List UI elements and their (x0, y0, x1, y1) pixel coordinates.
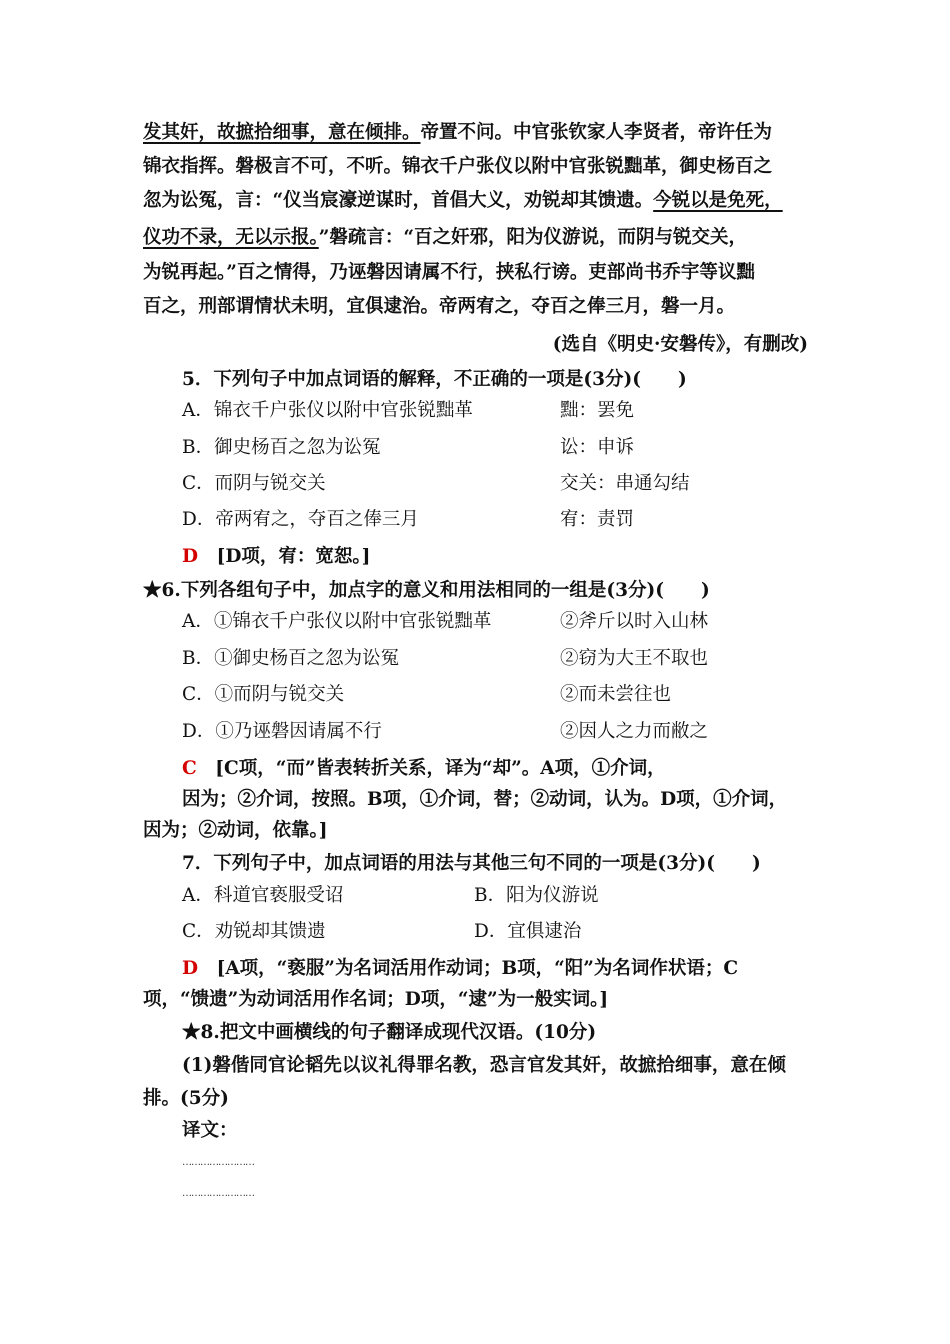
q5-option-d: D．帝两宥之，夺百之俸三月 (182, 509, 419, 530)
passage-line-1 (143, 121, 772, 145)
underlined-sentence: 仪功不录，无以示报。 (143, 227, 319, 248)
passage-text: ”磐疏言：“百之奸邪，阳为仪游说，而阴与锐交关， (318, 227, 748, 248)
q6-stem: ★6.下列各组句子中，加点字的意义和用法相同的一组是(3分)( ) (143, 580, 710, 601)
answer-blank-line-2: …………………… (182, 1188, 254, 1199)
q5-answer: D (182, 546, 199, 567)
underlined-sentence: 发其奸，故摭拾细事，意在倾排。 (143, 122, 421, 143)
passage-line-5: 为锐再起。”百之情得，乃诬磐因请属不行，挟私行谤。吏部尚书乔宇等议黜 (143, 262, 755, 283)
underlined-sentence: 今锐以是免死， (653, 190, 783, 211)
passage-text: 忽为讼冤，言：“仪当宸濠逆谋时，首倡大义，劝锐却其馈遗。 (143, 190, 654, 211)
q7-explanation-2: 项，“馈遗”为动词活用作名词；D项，“逮”为一般实词。] (143, 989, 609, 1010)
q8-stem: ★8.把文中画横线的句子翻译成现代汉语。(10分) (182, 1022, 597, 1043)
q8-sub1-line-2: 排。(5分) (143, 1088, 229, 1109)
q6-option-c-pair: ②而未尝往也 (560, 684, 672, 705)
q8-sub1-line-1: (1)磐偕同官论韬先以议礼得罪名教，恐言官发其奸，故摭拾细事，意在倾 (182, 1055, 786, 1076)
q7-answer-line (182, 957, 738, 981)
passage-line-3 (143, 189, 783, 213)
q6-explanation-2: 因为；②介词，按照。B项，①介词，替；②动词，认为。D项，①介词， (182, 789, 788, 810)
q7-option-b: B．阳为仪游说 (474, 885, 599, 906)
passage-text: 帝置不问。中官张钦家人李贤者，帝许任为 (420, 122, 773, 143)
q5-stem: 5．下列句子中加点词语的解释，不正确的一项是(3分)( ) (182, 369, 687, 390)
q6-answer-line (182, 757, 666, 781)
q5-option-b-gloss: 讼：申诉 (560, 437, 635, 458)
q6-answer: C (182, 758, 197, 779)
q6-option-a: A．①锦衣千户张仪以附中官张锐黜革 (182, 611, 492, 632)
q5-explanation: [D项，宥：宽恕。] (216, 546, 371, 567)
q6-option-b-pair: ②窃为大王不取也 (560, 648, 709, 669)
q5-option-b: B．御史杨百之忽为讼冤 (182, 437, 381, 458)
q8-translation-label: 译文： (182, 1120, 238, 1141)
q5-option-a-gloss: 黜：罢免 (560, 400, 635, 421)
passage-line-6: 百之，刑部谓情状未明，宜俱逮治。帝两宥之，夺百之俸三月，磐一月。 (143, 296, 736, 317)
passage-source: (选自《明史·安磐传》，有删改) (552, 334, 808, 355)
q7-option-d: D．宜俱逮治 (474, 921, 582, 942)
q6-option-d: D．①乃诬磐因请属不行 (182, 721, 382, 742)
answer-blank-line-1: …………………… (182, 1157, 254, 1168)
q6-explanation-1: [C项，“而”皆表转折关系，译为“却”。A项，①介词， (215, 758, 666, 779)
q7-option-a: A．科道官亵服受诏 (182, 885, 344, 906)
q6-option-a-pair: ②斧斤以时入山林 (560, 611, 709, 632)
q7-answer: D (182, 958, 199, 979)
q5-option-d-gloss: 宥：责罚 (560, 509, 635, 530)
passage-line-4 (143, 226, 747, 250)
q7-explanation-1: [A项，“亵服”为名词活用作动词；B项，“阳”为名词作状语；C (216, 958, 739, 979)
q5-option-c: C．而阴与锐交关 (182, 473, 326, 494)
q6-option-d-pair: ②因人之力而敝之 (560, 721, 709, 742)
q6-option-c: C．①而阴与锐交关 (182, 684, 345, 705)
q5-answer-line (182, 545, 370, 569)
q6-option-b: B．①御史杨百之忽为讼冤 (182, 648, 400, 669)
passage-line-2: 锦衣指挥。磐极言不可，不听。锦衣千户张仪以附中官张锐黜革，御史杨百之 (143, 156, 773, 177)
q5-option-c-gloss: 交关：串通勾结 (560, 473, 690, 494)
q6-explanation-3: 因为；②动词，依靠。] (143, 820, 328, 841)
q5-option-a: A．锦衣千户张仪以附中官张锐黜革 (182, 400, 473, 421)
q7-stem: 7．下列句子中，加点词语的用法与其他三句不同的一项是(3分)( ) (182, 853, 761, 874)
q7-option-c: C．劝锐却其馈遗 (182, 921, 326, 942)
